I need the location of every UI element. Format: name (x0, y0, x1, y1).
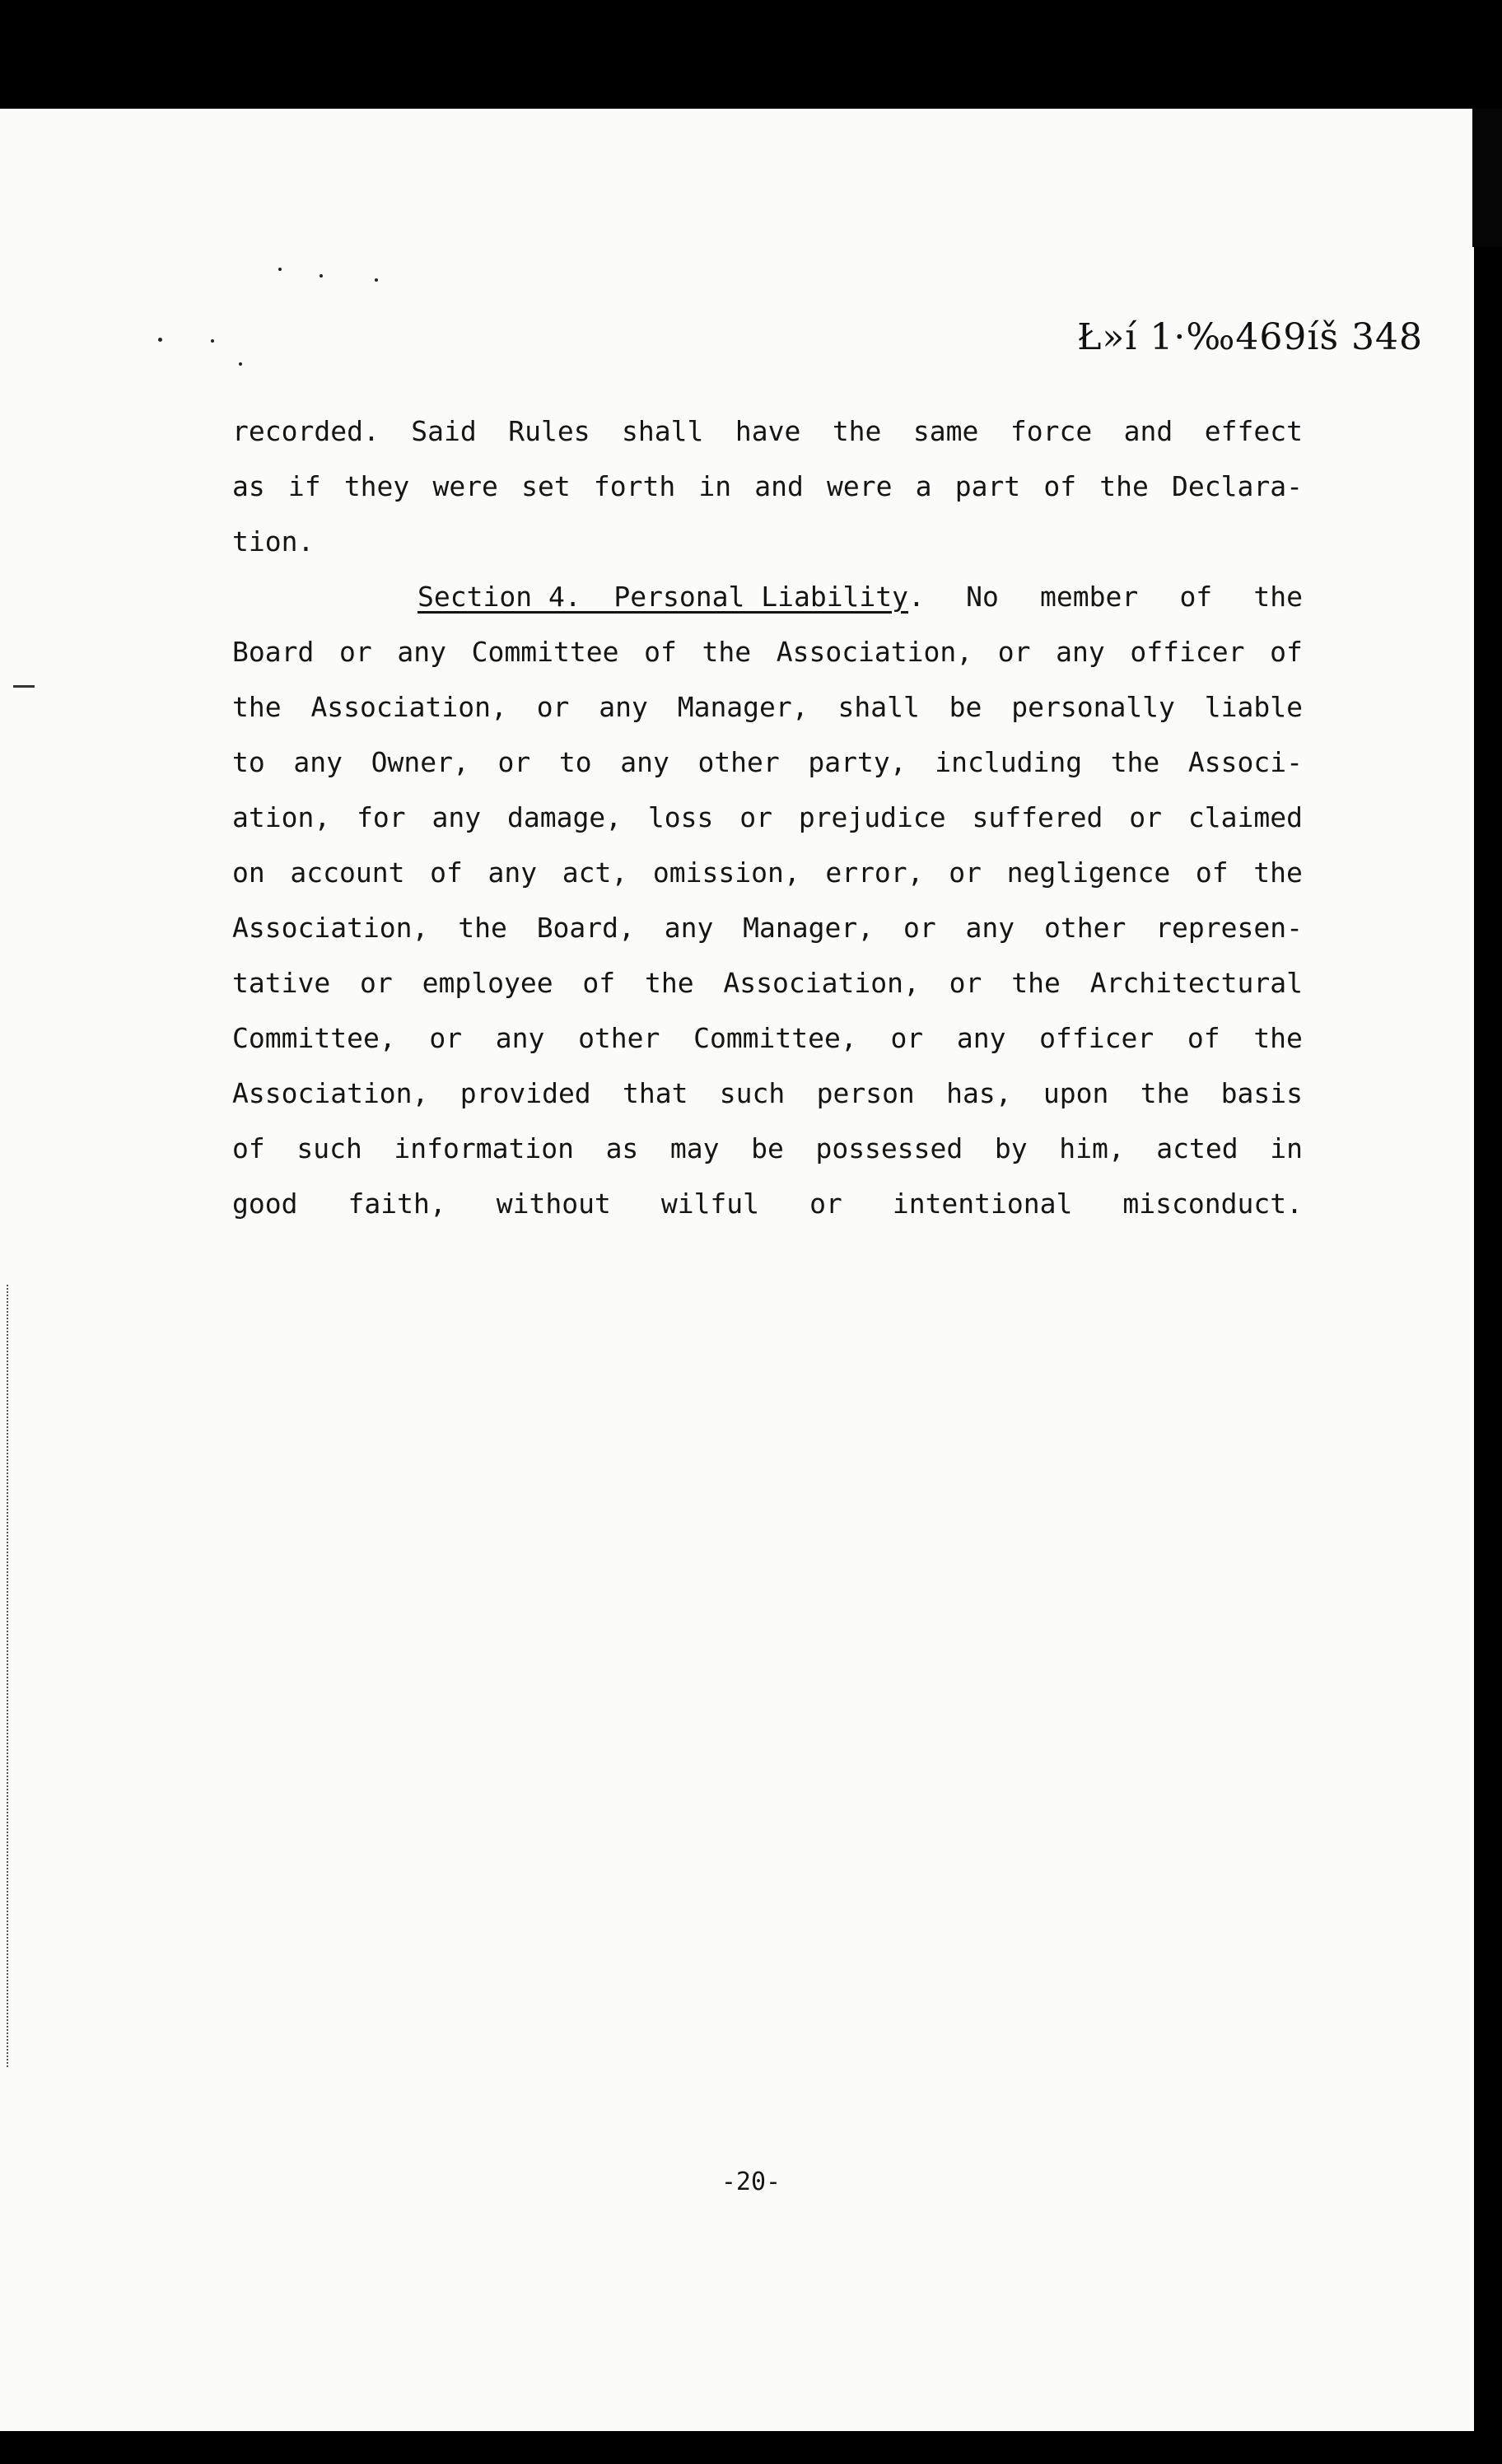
word: or (739, 801, 772, 833)
word: person (816, 1077, 915, 1109)
scan-speck (211, 339, 214, 343)
section-heading (417, 569, 925, 624)
word: same (912, 415, 979, 447)
word: without (496, 1188, 611, 1220)
word: misconduct. (1122, 1188, 1303, 1220)
word: they (343, 470, 410, 502)
word: acted (1156, 1132, 1238, 1164)
text-line (232, 1010, 1303, 1066)
scan-bottom-border (0, 2431, 1502, 2464)
text-line (232, 900, 1303, 955)
word: or (949, 856, 982, 889)
word: the (644, 967, 694, 999)
word: Association, (723, 967, 920, 999)
word: good (232, 1188, 298, 1220)
word: and (754, 470, 804, 502)
word: on (232, 856, 265, 889)
word: Said (411, 415, 477, 447)
word: suffered (972, 801, 1103, 833)
text-line (232, 624, 1303, 679)
word: any (397, 636, 446, 668)
word: account (290, 856, 405, 889)
word: effect (1204, 415, 1303, 447)
word: were (827, 470, 893, 502)
word: the (232, 691, 282, 723)
word: the (1253, 581, 1303, 613)
word: other (1043, 912, 1126, 944)
word: represen- (1155, 912, 1303, 944)
word: error, (825, 856, 924, 889)
word: possessed (815, 1132, 963, 1164)
scan-speck (320, 274, 323, 278)
word: force (1010, 415, 1093, 447)
word: any (956, 1022, 1006, 1054)
word: recorded. (232, 415, 380, 447)
text-line (232, 459, 1303, 514)
word: the (832, 415, 882, 447)
word: or (997, 636, 1031, 668)
word: Committee, (693, 1022, 857, 1054)
word: of (430, 856, 463, 889)
word: tative (232, 967, 331, 999)
text-line (232, 955, 1303, 1010)
word: intentional (892, 1188, 1073, 1220)
scan-speck (375, 278, 378, 282)
word: Board (232, 636, 315, 668)
word: be (949, 691, 982, 723)
word: other (578, 1022, 660, 1054)
word: any (487, 856, 538, 889)
text-line (232, 404, 1303, 459)
page-number: -20- (721, 2168, 781, 2196)
word: forth (593, 470, 676, 502)
word: of (1043, 470, 1077, 502)
word: of (1195, 856, 1229, 889)
word: as (232, 470, 265, 502)
word: if (287, 470, 321, 502)
word: upon (1043, 1077, 1109, 1109)
text-line (232, 1121, 1303, 1176)
word: Association, (776, 636, 973, 668)
word: of (1187, 1022, 1220, 1054)
word: or (903, 912, 936, 944)
margin-punch-marks (7, 1285, 12, 2067)
word: of (644, 636, 677, 668)
word: to (232, 746, 265, 778)
word: any (1056, 636, 1105, 668)
text-line (232, 790, 1303, 845)
word: or (497, 746, 531, 778)
word: claimed (1187, 801, 1303, 833)
word: of (582, 967, 616, 999)
word: Rules (508, 415, 590, 447)
text-line (232, 1176, 1303, 1231)
word: Manager, (743, 912, 875, 944)
word: Association, (232, 912, 429, 944)
word: shall (622, 415, 704, 447)
word: as (605, 1132, 639, 1164)
word: any (431, 801, 482, 833)
word: information (394, 1132, 574, 1164)
word: such (296, 1132, 362, 1164)
word: or (360, 967, 393, 999)
word: any (965, 912, 1015, 944)
text-line (232, 735, 1303, 790)
word: or (429, 1022, 463, 1054)
word: to (558, 746, 592, 778)
word: the (1140, 1077, 1190, 1109)
word: No (966, 581, 999, 613)
word: have (735, 415, 801, 447)
word: or (536, 691, 570, 723)
word: of (1179, 581, 1213, 613)
word: tion. (232, 525, 315, 558)
word: officer (1130, 636, 1245, 668)
word: or (1129, 801, 1163, 833)
text-line (232, 514, 1303, 569)
word: the (1110, 746, 1160, 778)
word: any (293, 746, 343, 778)
word: the (1099, 470, 1149, 502)
word: the (702, 636, 752, 668)
word: in (1270, 1132, 1303, 1164)
word: provided (459, 1077, 591, 1109)
scan-speck (278, 268, 282, 271)
word: such (719, 1077, 786, 1109)
text-line (232, 1066, 1303, 1121)
book-page-reference: Ł»í 1·‰469íš 348 (1076, 316, 1423, 358)
word: shall (837, 691, 920, 723)
word: for (357, 801, 406, 833)
word: wilful (660, 1188, 760, 1220)
word: act, (562, 856, 628, 889)
word: Committee (471, 636, 619, 668)
word: a (915, 470, 932, 502)
word: personally (1011, 691, 1175, 723)
word: part (954, 470, 1021, 502)
word: employee (422, 967, 553, 999)
word: party, (808, 746, 907, 778)
word: damage, (506, 801, 623, 833)
word: any (664, 912, 714, 944)
word: of (232, 1132, 265, 1164)
text-line (232, 845, 1303, 900)
word: that (623, 1077, 688, 1109)
word: him, (1059, 1132, 1125, 1164)
word: Associ- (1187, 746, 1303, 778)
word: member (1040, 581, 1139, 613)
section-heading-line (232, 569, 1303, 624)
section-title: Section 4. Personal Liability (417, 581, 909, 613)
word: prejudice (798, 801, 946, 833)
word: other (697, 746, 780, 778)
word: the (458, 912, 507, 944)
word: or (890, 1022, 924, 1054)
word: and (1123, 415, 1173, 447)
word: Association, (310, 691, 507, 723)
word: may (669, 1132, 720, 1164)
word: any (495, 1022, 545, 1054)
document-body (232, 404, 1303, 1231)
word: or (809, 1188, 842, 1220)
word: be (751, 1132, 784, 1164)
scan-speck (158, 338, 162, 342)
word: any (599, 691, 648, 723)
word: liable (1204, 691, 1303, 723)
scan-edge-shadow (1472, 109, 1502, 247)
word: of (1270, 636, 1303, 668)
word: the (1253, 856, 1303, 889)
word: Owner, (371, 746, 469, 778)
word: faith, (348, 1188, 446, 1220)
word: omission, (652, 856, 800, 889)
word: Association, (232, 1077, 429, 1109)
margin-mark (13, 685, 35, 688)
word: the (1011, 967, 1061, 999)
scan-speck (239, 362, 242, 366)
word: basis (1220, 1077, 1303, 1109)
section-title-period: . (908, 581, 925, 613)
word: has, (946, 1077, 1012, 1109)
word: were (432, 470, 498, 502)
word: Manager, (677, 691, 809, 723)
word: Committee, (232, 1022, 396, 1054)
word: Declara- (1172, 470, 1303, 502)
word: Architectural (1089, 967, 1303, 999)
word: ation, (232, 801, 331, 833)
word: negligence (1006, 856, 1171, 889)
word: in (698, 470, 732, 502)
word: or (949, 967, 982, 999)
word: Board, (536, 912, 635, 944)
word: loss (647, 801, 714, 833)
text-line (232, 679, 1303, 735)
word: the (1253, 1022, 1303, 1054)
word: including (935, 746, 1083, 778)
word: or (338, 636, 372, 668)
word: officer (1039, 1022, 1154, 1054)
word: any (620, 746, 669, 778)
word: set (521, 470, 571, 502)
word: by (994, 1132, 1028, 1164)
